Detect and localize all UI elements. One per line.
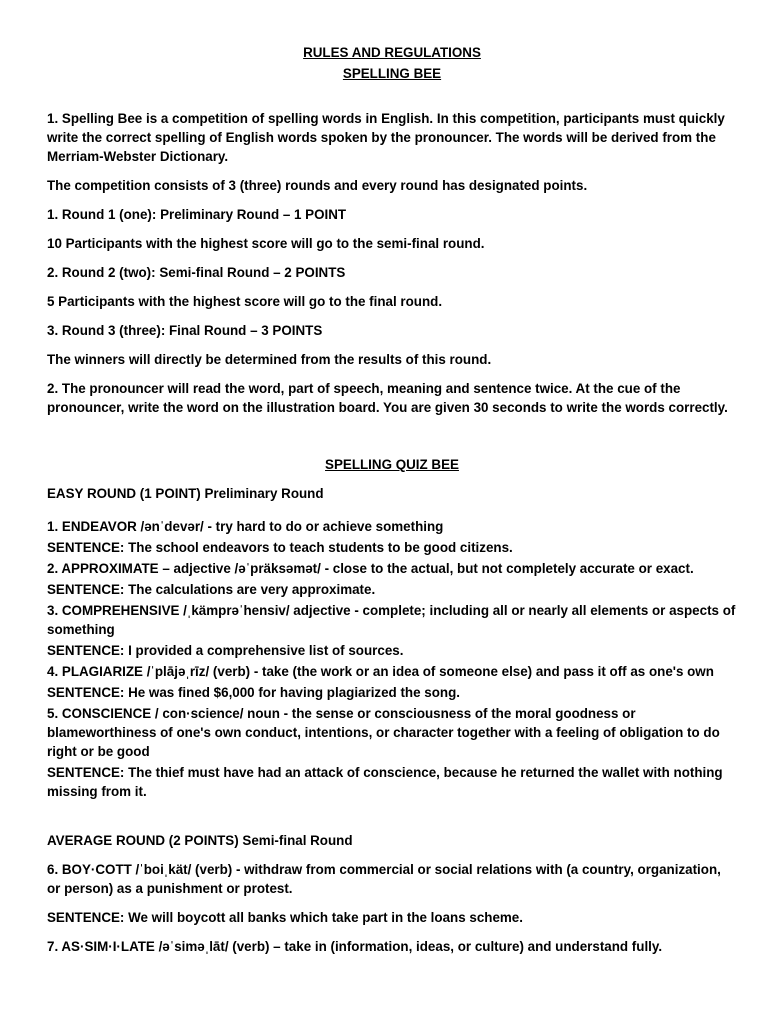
word-entry: 7. AS·SIM·I·LATE /əˈsiməˌlāt/ (verb) – take in (information, ideas, or culture) and understand fully. — [47, 939, 663, 954]
sentence-entry: SENTENCE: He was fined $6,000 for having plagiarized the song. — [47, 685, 460, 700]
rule-2: 2. The pronouncer will read the word, part of speech, meaning and sentence twice. At the cue of the pronouncer, write the word on the illustration board. You are given 30 seconds to write the words correctly. — [47, 381, 728, 415]
sentence-entry: SENTENCE: The thief must have had an attack of conscience, because he returned the wallet with nothing missing from it. — [47, 765, 723, 799]
round-1: 1. Round 1 (one): Preliminary Round – 1 POINT — [47, 207, 347, 222]
rule-1: 1. Spelling Bee is a competition of spelling words in English. In this competition, participants must quickly write the correct spelling of English words spoken by the pronouncer. The words will be derived from the Merriam-Webster Dictionary. — [47, 111, 725, 164]
word-entry: 5. CONSCIENCE / con·science/ noun - the sense or consciousness of the moral goodness or blameworthiness of one's own conduct, intentions, or character together with a feeling of obligation to do right or be good — [47, 706, 720, 759]
round-1-note: 10 Participants with the highest score will go to the semi-final round. — [47, 236, 485, 251]
document-subtitle: SPELLING BEE — [342, 66, 442, 81]
round-2: 2. Round 2 (two): Semi-final Round – 2 POINTS — [47, 265, 346, 280]
rounds-intro: The competition consists of 3 (three) rounds and every round has designated points. — [47, 178, 588, 193]
sentence-entry: SENTENCE: The calculations are very approximate. — [47, 582, 376, 597]
word-entry: 1. ENDEAVOR /ənˈdevər/ - try hard to do or achieve something — [47, 519, 444, 534]
word-entry: 6. BOY·COTT /ˈboiˌkät/ (verb) - withdraw from commercial or social relations with (a country, organization, or person) as a punishment or protest. — [47, 862, 721, 896]
quiz-title: SPELLING QUIZ BEE — [325, 457, 459, 472]
word-entry: 2. APPROXIMATE – adjective /əˈpräksəmət/ - close to the actual, but not completely accurate or exact. — [47, 561, 694, 576]
sentence-entry: SENTENCE: The school endeavors to teach students to be good citizens. — [47, 540, 513, 555]
sentence-entry: SENTENCE: We will boycott all banks which take part in the loans scheme. — [47, 910, 523, 925]
word-entry: 4. PLAGIARIZE /ˈplājəˌrīz/ (verb) - take (the work or an idea of someone else) and pass it off as one's own — [47, 664, 714, 679]
sentence-entry: SENTENCE: I provided a comprehensive list of sources. — [47, 643, 404, 658]
document-title: RULES AND REGULATIONS — [303, 45, 481, 60]
easy-round-heading: EASY ROUND (1 POINT) Preliminary Round — [47, 486, 324, 501]
easy-round-list — [47, 517, 737, 801]
round-2-note: 5 Participants with the highest score will go to the final round. — [47, 294, 443, 309]
document-page — [47, 43, 737, 956]
word-entry: 3. COMPREHENSIVE /ˌkämprəˈhensiv/ adjective - complete; including all or nearly all elements or aspects of something — [47, 603, 736, 637]
round-3-note: The winners will directly be determined from the results of this round. — [47, 352, 492, 367]
average-round-heading: AVERAGE ROUND (2 POINTS) Semi-final Round — [47, 833, 353, 848]
round-3: 3. Round 3 (three): Final Round – 3 POINTS — [47, 323, 323, 338]
